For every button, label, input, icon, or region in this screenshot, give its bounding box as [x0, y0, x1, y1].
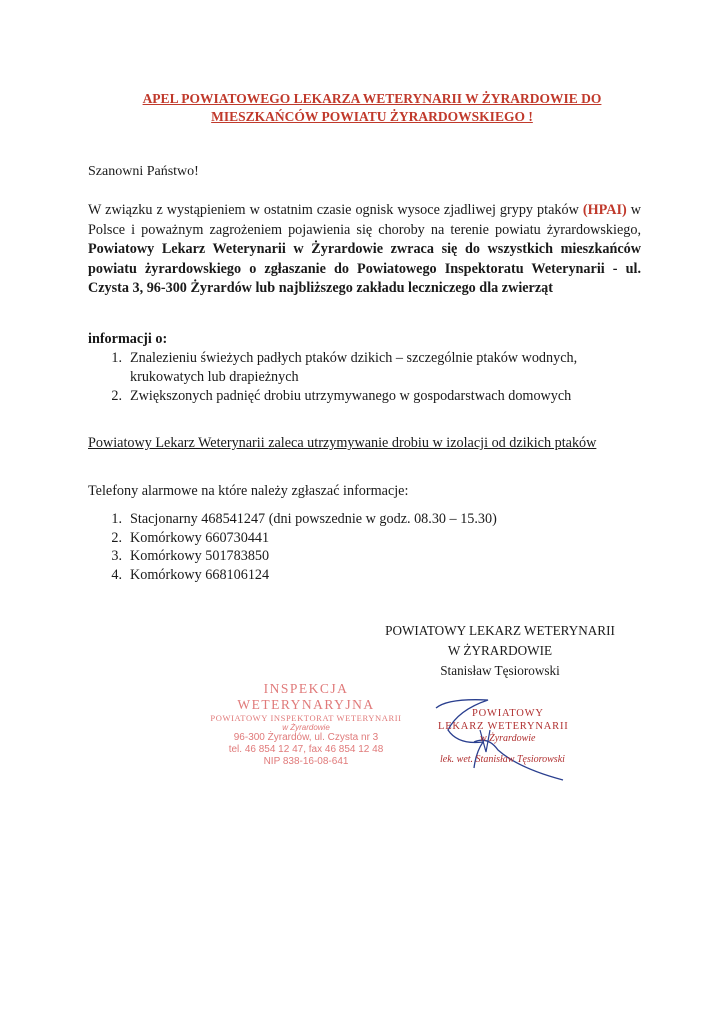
list-item [88, 349, 628, 386]
info-label: informacji o: [88, 331, 168, 347]
list-number: 3. [111, 548, 122, 564]
stamp-line: POWIATOWY INSPEKTORAT WETERYNARII [210, 713, 402, 723]
signature-stamp [428, 690, 598, 790]
list-item [88, 529, 628, 548]
phone-entry: Komórkowy 668106124 [130, 566, 270, 583]
list-number: 4. [111, 566, 122, 583]
list-item [88, 387, 628, 406]
title-line-2: MIESZKAŃCÓW POWIATU ŻYRARDOWSKIEGO ! [211, 109, 533, 124]
stamp-line: w Żyrardowie [282, 723, 330, 732]
signer-name: Stanisław Tęsiorowski [440, 663, 560, 678]
list-number: 2. [111, 529, 122, 546]
stamp-line: POWIATOWY [472, 708, 544, 719]
inspectorate-stamp [196, 681, 416, 768]
signer-title: POWIATOWY LEKARZ WETERYNARII [385, 623, 615, 638]
paragraph-bold: Powiatowy Lekarz Weterynarii w Żyrardowie zwraca się do wszystkich mieszkańców powiatu żyrardowskiego o zgłaszanie do Powiatowego Inspektoratu Weterynarii - ul. Czysta 3, 96-300 Żyrardów lub najbliższego zakładu leczniczego dla zwierząt [88, 241, 641, 296]
signer-block [340, 621, 660, 681]
list-text: Znalezieniu świeżych padłych ptaków dzikich – szczególnie ptaków wodnych, krukowatych lub drapieżnych [130, 350, 578, 385]
phone-entry: Stacjonarny 468541247 (dni powszednie w godz. 08.30 – 15.30) [130, 511, 497, 527]
stamp-line: w Żyrardowie [480, 733, 536, 744]
phones-list [88, 510, 628, 584]
document-title [86, 90, 658, 126]
greeting: Szanowni Państwo! [88, 164, 199, 179]
info-list [88, 349, 628, 407]
main-paragraph [88, 201, 641, 299]
phone-entry: Komórkowy 660730441 [130, 529, 270, 546]
list-item [88, 566, 628, 585]
paragraph-part-2: w Polsce i poważnym zagrożeniem pojawienia się choroby na terenie powiatu żyrardowskiego, [88, 202, 641, 238]
stamp-line: INSPEKCJA WETERYNARYJNA [237, 681, 375, 712]
list-number: 2. [111, 388, 122, 404]
stamp-line: LEKARZ WETERYNARII [438, 721, 569, 732]
stamp-line: NIP 838-16-08-641 [263, 756, 349, 767]
stamp-line: tel. 46 854 12 47, fax 46 854 12 48 [228, 744, 384, 755]
phones-intro: Telefony alarmowe na które należy zgłaszać informacje: [88, 483, 409, 499]
list-number: 1. [111, 350, 122, 366]
stamp-line: 96-300 Żyrardów, ul. Czysta nr 3 [233, 732, 379, 743]
list-item [88, 547, 628, 566]
phone-entry: Komórkowy 501783850 [130, 548, 270, 564]
signer-location: W ŻYRARDOWIE [447, 643, 553, 658]
hpai-highlight: (HPAI) [582, 202, 627, 218]
title-line-1: APEL POWIATOWEGO LEKARZA WETERYNARII W ŻYRARDOWIE DO [142, 91, 602, 106]
list-text: Zwiększonych padnięć drobiu utrzymywanego w gospodarstwach domowych [130, 388, 572, 404]
recommendation: Powiatowy Lekarz Weterynarii zaleca utrzymywanie drobiu w izolacji od dzikich ptaków [88, 435, 597, 451]
stamp-line: lek. wet. Stanisław Tęsiorowski [440, 754, 565, 765]
paragraph-part-1: W związku z wystąpieniem w ostatnim czasie ognisk wysoce zjadliwej grypy ptaków [88, 202, 583, 218]
list-number: 1. [111, 511, 122, 527]
list-item [88, 510, 628, 529]
